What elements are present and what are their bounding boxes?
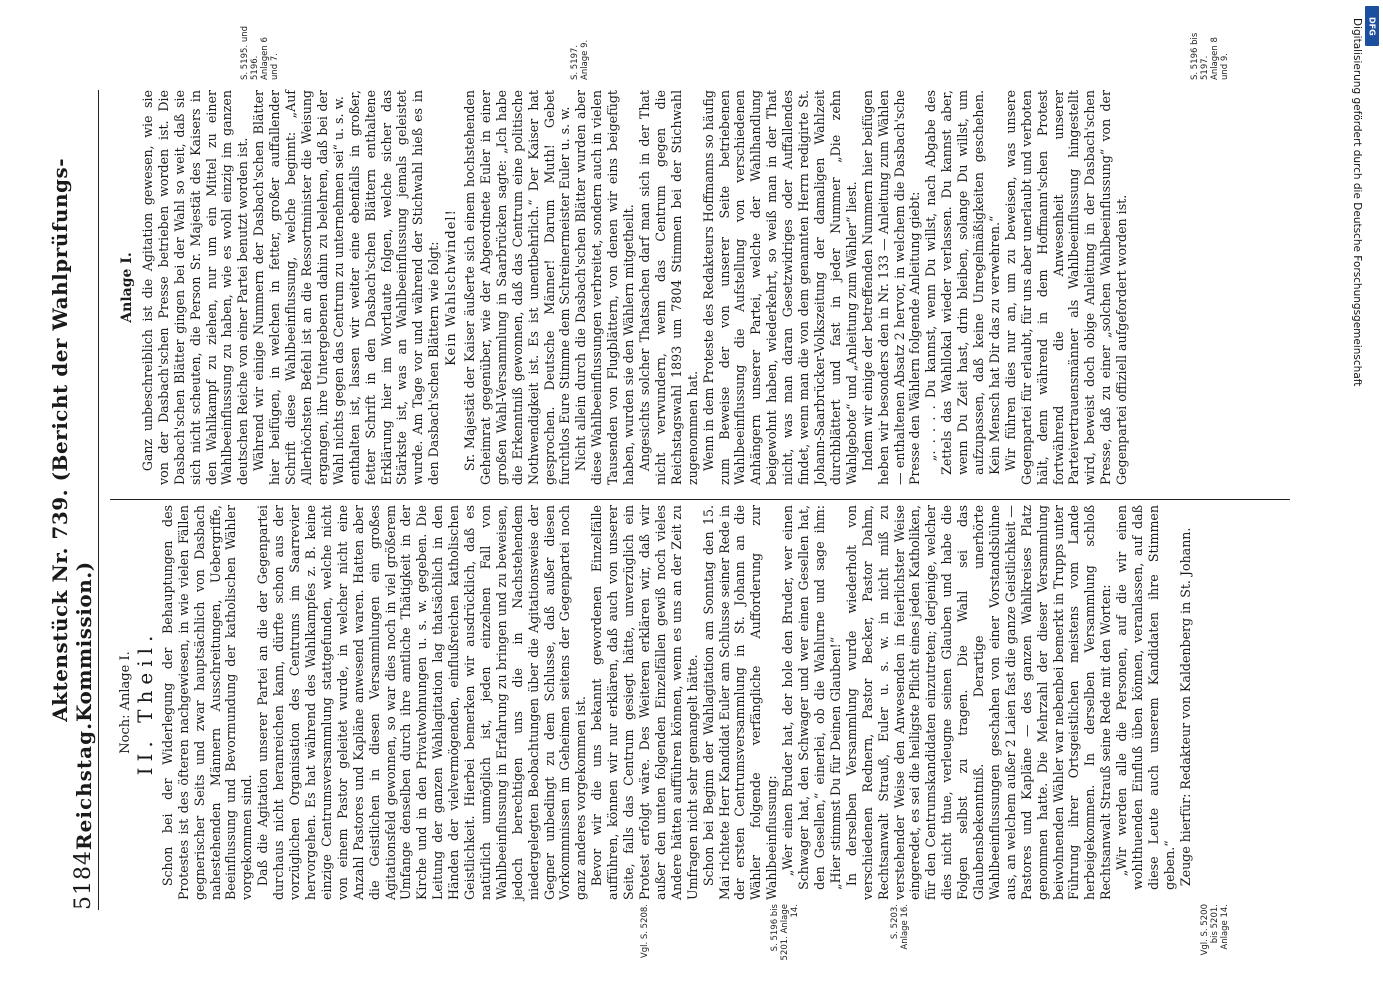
paragraph: Wir führen dies nur an, um zu beweisen, was unsere Gegenpartei für erlaubt, für uns aber unerlaubt und verboten hält, denn während in dem Hoffmann'schen Protest fortwährend die Anwesenheit unserer Parteivertrauensmänner als Wahlbeeinflussung hingestellt wird, beweist doch obige Anleitung in der Dasbach'schen Presse, daß zu einer „solchen Wahlbeeinflussung“ von der Gegenpartei offiziell aufgefordert worden ist.	[1002, 90, 1130, 485]
paragraph: Ganz unbeschreiblich ist die Agitation gewesen, wie sie von der Dasbach'schen Presse betrieben worden ist. Die Dasbach'schen Blätter gingen bei der Wahl so weit, daß sie sich nicht scheuten, die Person Sr. Majestät des Kaisers in den Wahlkampf zu ziehen, nur um ein Mittel zu einer Wahlbeeinflussung zu haben, wie es wohl einzig im ganzen deutschen Reiche von einer Partei benutzt worden ist.	[139, 90, 251, 485]
paragraph: Wenn in dem Proteste des Redakteurs Hoffmanns so häufig zum Beweise der von unserer Seite betriebenen Wahlbeeinflussung die Aufstellung von verschiedenen Anhängern unserer Partei, welche der Wahlhandlung beigewohnt haben, wiederkehrt, so weiß man in der That nicht, was man daran Gesetzwidriges oder Auffallendes findet, wenn man die von dem genannten Herrn redigirte St. Johann-Saarbrücker-Volkszeitung der damaligen Wahlzeit durchblättert und fast in jeder Nummer „Die zehn Wahlgebote“ und „Anleitung zum Wähler“ liest.	[700, 90, 859, 485]
margin-note: Vgl. S. 5200 bis 5201. Anlage 14.	[1200, 904, 1230, 956]
margin-note: S. 5196 bis 5201. Anlage 14.	[770, 904, 800, 961]
paragraph: In derselben Versammlung wurde wiederholt von verschiedenen Rednern, Pastor Becker, Pastor Dahm, Rechtsanwalt Strauß, Euler u. s. w. in nicht miß zu verstehender Weise den Anwesenden in feierlichster Weise eingeredet, es sei die heiligste Pflicht eines jeden Katholiken, für den Centrumskandidaten einzutreten; derjenige, welcher dies nicht thue, verleugne seinen Glauben und habe die Folgen selbst zu tragen. Die Wahl sei das Glaubensbekenntniß. Derartige unerhörte Wahlbeeinflussungen geschahen von einer Vorstandsbühne aus, an welchem außer 2 Laien fast die ganze Geistlichkeit — Pastores und Kapläne — des ganzen Wahlkreises Platz genommen hatte. Die Mehrzahl der dieser Versammlung beiwohnenden Wähler war nebenbei bemerkt in Trupps unter Führung ihrer Ortsgeistlichen meistens vom Lande herbeigekommen. In derselben Versammlung schloß Rechtsanwalt Strauß seine Rede mit den Worten:	[843, 505, 1114, 900]
witness-line: Zeuge hierfür: Redakteur von Kaldenberg in St. Johann.	[1177, 527, 1193, 887]
left-column	[118, 505, 1194, 900]
page-header	[48, 90, 96, 910]
column-divider	[110, 499, 1290, 500]
paragraph: Indem wir einige der betreffenden Nummern hier beifügen heben wir besonders den in Nr. 133 — Anleitung zum Wählen — enthaltenen Absatz 2 hervor, in welchem die Dasbach'sche Presse den Wählern folgende Anleitung giebt:	[859, 90, 923, 485]
quoted-headline: Kein Wahlschwindel!	[444, 209, 460, 366]
margin-note: S. 5196 bis 5197. Anlagen 8 und 9.	[1190, 32, 1230, 80]
margin-note: S. 5203. Anlage 16.	[890, 904, 910, 950]
quotation: „. . . . . Du kannst, wenn Du willst, nach Abgabe des Zettels das Wahllokal wieder verlassen. Du kannst aber, wenn Du Zeit hast, drin bleiben, solange Du willst, um aufzupassen, daß keine Unregelmäßigkeiten geschehen. Kein Mensch hat Dir das zu verwehren.“	[923, 90, 1002, 475]
quotation: „Wer einen Bruder hat, der hole den Bruder, wer einen Schwager hat, den Schwager und wer einen Gesellen hat, den Gesellen,“ einerlei, ob die Wahlurne und sage ihm: „Hier stimmst Du für Deinen Glauben!“	[780, 505, 843, 890]
continuation-label: Noch: Anlage I.	[118, 651, 133, 754]
paragraph: Schon bei Beginn der Wahlagitation am Sonntag den 15. Mai richtete Herr Kandidat Euler am Schlusse seiner Rede in der ersten Centrumsversammlung in St. Johann an die Wähler folgende verfängliche Aufforderung zur Wahlbeeinflussung:	[700, 505, 780, 900]
paragraph: enthalten ist, lassen wir weiter eine ebenfalls in großer, fetter Schrift in den Dasbach'schen Blättern enthaltene Erklärung hier im Wortlaute folgen, welche sicher das Stärkste ist, was an Wahlbeeinflussung jemals geleistet wurde. Am Tage vor und während der Stichwahl hieß es in den Dasbach'schen Blättern wie folgt:	[346, 90, 442, 485]
right-column	[118, 90, 1130, 485]
paragraph: Während wir einige Nummern der Dasbach'schen Blätter hier beifügen, in welchen in fetter, großer auffallender Schrift diese Wahlbeeinflussung, welche beginnt: „Auf Allerhöchsten Befehl ist an die Ressortminister die Weisung ergangen, ihre Untergebenen dahin zu belehren, daß bei der Wahl nichts gegen das Centrum zu unternehmen sei“ u. s. w.	[251, 90, 346, 485]
house-name: Reichstag.	[72, 721, 96, 850]
paragraph: Daß die Agitation unserer Partei an die der Gegenpartei durchaus nicht heranreichen kann, dürfte schon aus der vorzüglichen Organisation des Centrums im Saarrevier hervorgehen. Es hat während des Wahlkampfes z. B. keine einzige Centrumsversammlung stattgefunden, welche nicht von einem Pastor geleitet wurde, in welcher nicht eine Anzahl Pastores und Kapläne anwesend waren. Hatten aber die Geistlichen in diesen Versammlungen ein großes Agitationsfeld gewonnen, so war dies noch in viel größerem Umfange denselben durch ihre amtliche Thätigkeit in der Kirche und in den Privatwohnungen u. s. w. gegeben. Die Leitung der ganzen Wahlagitation lag thatsächlich in den Händen der vielvermögenden, einflußreichen katholischen Geistlichkeit. Hierbei bemerken wir ausdrücklich, daß es natürlich unmöglich ist, jeden einzelnen Fall von Wahlbeeinflussung in Erfahrung zu bringen und zu beweisen, jedoch berechtigen uns die in Nachstehendem niedergelegten Beobachtungen über die Agitationsweise der Gegner unbedingt zu dem Schlusse, daß außer diesen Vorkommnissen im Geheimen seitens der Gegenpartei noch ganz anderes vorgekommen ist.	[255, 505, 589, 900]
header-rule	[98, 90, 99, 910]
page-number: 5184	[71, 850, 96, 910]
paragraph: Bevor wir die uns bekannt gewordenen Einzelfälle aufführen, können wir nur erklären, daß auch von unserer Seite, falls das Centrum gesiegt hätte, unverzüglich ein Protest erfolgt wäre. Des Weiteren erklären wir, daß wir außer den unten folgenden Einzelfällen gewiß noch vieles Andere hätten aufführen können, wenn es uns an der Zeit zu Umfragen nicht sehr gemangelt hätte.	[589, 505, 700, 900]
margin-note: S. 5197. Anlage 9.	[570, 39, 590, 80]
margin-note: Vgl. S. 5208.	[640, 904, 650, 959]
paragraph: Sr. Majestät der Kaiser äußerte sich einem hochstehenden Geheimrat gegenüber, wie der Abgeordnete Euler in einer großen Wahl-Versammlung in Saarbrücken sagte: „Ich habe die Erkenntniß gewonnen, daß das Centrum eine politische Nothwendigkeit ist. Es ist unentbehrlich.“ Der Kaiser hat gesprochen. Deutsche Männer! Darum Muth! Gebet furchtlos Eure Stimme dem Schreinermeister Euler u. s. w.	[462, 90, 573, 485]
paragraph: Schon bei der Widerlegung der Behauptungen des Protestes ist des öfteren nachgewiesen, in wie vielen Fällen gegnerischer Seits und zwar hauptsächlich von Dasbach nahestehenden Männern Ausschreitungen, Uebergriffe, Beeinflussung und Bevormundung der katholischen Wähler vorgekommen sind.	[159, 505, 255, 900]
document-title: Aktenstück Nr. 739. (Bericht der Wahlprüfungs-Kommission.)	[48, 157, 96, 722]
paragraph: Angesichts solcher Thatsachen darf man sich in der That nicht verwundern, wenn das Centrum gegen die Reichstagswahl 1893 um 7804 Stimmen bei der Stichwahl zugenommen hat.	[637, 90, 700, 485]
dfg-logo: DFG	[1365, 6, 1379, 46]
paragraph: Nicht allein durch die Dasbach'schen Blätter wurden aber diese Wahlbeeinflussungen verbreitet, sondern auch in vielen Tausenden von Flugblättern, von denen wir eins beigefügt haben, wurden sie den Wählern mitgetheilt.	[573, 90, 637, 485]
section-title: II. Theil.	[132, 629, 157, 776]
annex-title: Anlage I.	[119, 252, 135, 323]
margin-note: S. 5195. und 5196. Anlagen 6 und 7.	[240, 25, 280, 80]
quotation: „Wir werden alle die Personen, auf die wir einen wohlthuenden Einfluß üben können, veranlassen, auf daß diese Leute auch unserem Kandidaten ihre Stimmen geben.“	[1114, 505, 1177, 890]
digitization-text: Digitalisierung gefördert durch die Deutsche Forschungsgemeinschaft	[1351, 18, 1363, 387]
